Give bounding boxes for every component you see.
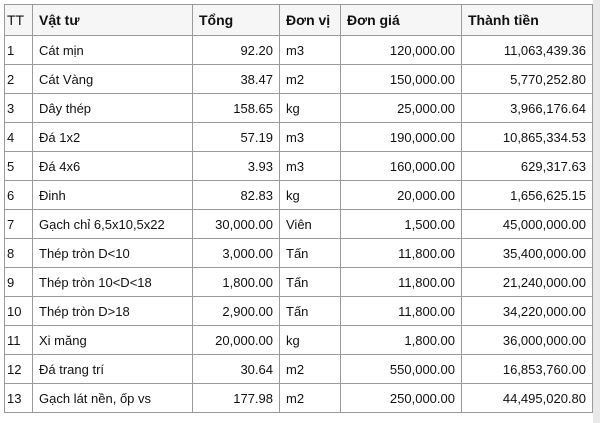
cell-qty: 38.47 [193,65,280,94]
cell-tt: 3 [5,94,33,123]
cell-price: 120,000.00 [341,36,462,65]
cell-qty: 20,000.00 [193,326,280,355]
cell-unit: m2 [280,65,341,94]
table-header-row [5,5,593,36]
cell-tt: 6 [5,181,33,210]
cell-price: 11,800.00 [341,268,462,297]
table-row [5,181,593,210]
header-name: Vật tư [33,5,193,36]
cell-tt: 5 [5,152,33,181]
cell-tt: 1 [5,36,33,65]
cell-qty: 177.98 [193,384,280,413]
cell-price: 160,000.00 [341,152,462,181]
cell-tt: 10 [5,297,33,326]
header-total: Thành tiền [462,5,593,36]
header-price: Đơn giá [341,5,462,36]
cell-qty: 92.20 [193,36,280,65]
cell-qty: 30,000.00 [193,210,280,239]
header-unit: Đơn vị [280,5,341,36]
cell-unit: Tấn [280,239,341,268]
table-row [5,239,593,268]
cell-qty: 57.19 [193,123,280,152]
cell-unit: m2 [280,355,341,384]
cell-name: Xi măng [33,326,193,355]
table-row [5,210,593,239]
cell-price: 1,500.00 [341,210,462,239]
cell-name: Gạch lát nền, ốp vs [33,384,193,413]
table-row [5,384,593,413]
table-row [5,123,593,152]
cell-total: 11,063,439.36 [462,36,593,65]
cell-price: 11,800.00 [341,297,462,326]
table-row [5,326,593,355]
cell-qty: 2,900.00 [193,297,280,326]
cell-price: 190,000.00 [341,123,462,152]
table-row [5,65,593,94]
cell-price: 1,800.00 [341,326,462,355]
cell-unit: Viên [280,210,341,239]
cell-price: 250,000.00 [341,384,462,413]
cell-total: 5,770,252.80 [462,65,593,94]
cell-qty: 3,000.00 [193,239,280,268]
cell-unit: Tấn [280,297,341,326]
cell-tt: 4 [5,123,33,152]
table-row [5,297,593,326]
cell-price: 550,000.00 [341,355,462,384]
cell-unit: m3 [280,36,341,65]
cell-tt: 8 [5,239,33,268]
cell-tt: 9 [5,268,33,297]
cell-total: 3,966,176.64 [462,94,593,123]
cell-name: Đá 1x2 [33,123,193,152]
cell-name: Thép tròn D<10 [33,239,193,268]
cell-tt: 13 [5,384,33,413]
cell-tt: 11 [5,326,33,355]
cell-unit: Tấn [280,268,341,297]
cell-qty: 30.64 [193,355,280,384]
cell-tt: 2 [5,65,33,94]
cell-total: 10,865,334.53 [462,123,593,152]
cell-unit: m3 [280,152,341,181]
cell-qty: 82.83 [193,181,280,210]
scroll-edge [593,0,600,423]
cell-unit: m2 [280,384,341,413]
cell-qty: 1,800.00 [193,268,280,297]
cell-total: 629,317.63 [462,152,593,181]
cell-name: Cát Vàng [33,65,193,94]
materials-table [4,4,593,413]
cell-total: 35,400,000.00 [462,239,593,268]
cell-tt: 7 [5,210,33,239]
cell-price: 150,000.00 [341,65,462,94]
cell-name: Đinh [33,181,193,210]
cell-total: 36,000,000.00 [462,326,593,355]
cell-price: 25,000.00 [341,94,462,123]
cell-total: 21,240,000.00 [462,268,593,297]
cell-name: Thép tròn 10<D<18 [33,268,193,297]
cell-unit: kg [280,94,341,123]
cell-name: Thép tròn D>18 [33,297,193,326]
cell-qty: 158.65 [193,94,280,123]
table-row [5,268,593,297]
table-row [5,36,593,65]
cell-name: Đá trang trí [33,355,193,384]
cell-name: Cát mịn [33,36,193,65]
header-tt: TT [5,5,33,36]
table-body [5,36,593,413]
header-qty: Tổng [193,5,280,36]
table-row [5,355,593,384]
cell-total: 45,000,000.00 [462,210,593,239]
table-row [5,152,593,181]
cell-price: 20,000.00 [341,181,462,210]
cell-total: 16,853,760.00 [462,355,593,384]
cell-unit: kg [280,326,341,355]
cell-total: 44,495,020.80 [462,384,593,413]
cell-tt: 12 [5,355,33,384]
cell-unit: kg [280,181,341,210]
cell-price: 11,800.00 [341,239,462,268]
cell-name: Đá 4x6 [33,152,193,181]
table-row [5,94,593,123]
cell-total: 1,656,625.15 [462,181,593,210]
cell-total: 34,220,000.00 [462,297,593,326]
cell-name: Gạch chỉ 6,5x10,5x22 [33,210,193,239]
cell-qty: 3.93 [193,152,280,181]
cell-unit: m3 [280,123,341,152]
cell-name: Dây thép [33,94,193,123]
